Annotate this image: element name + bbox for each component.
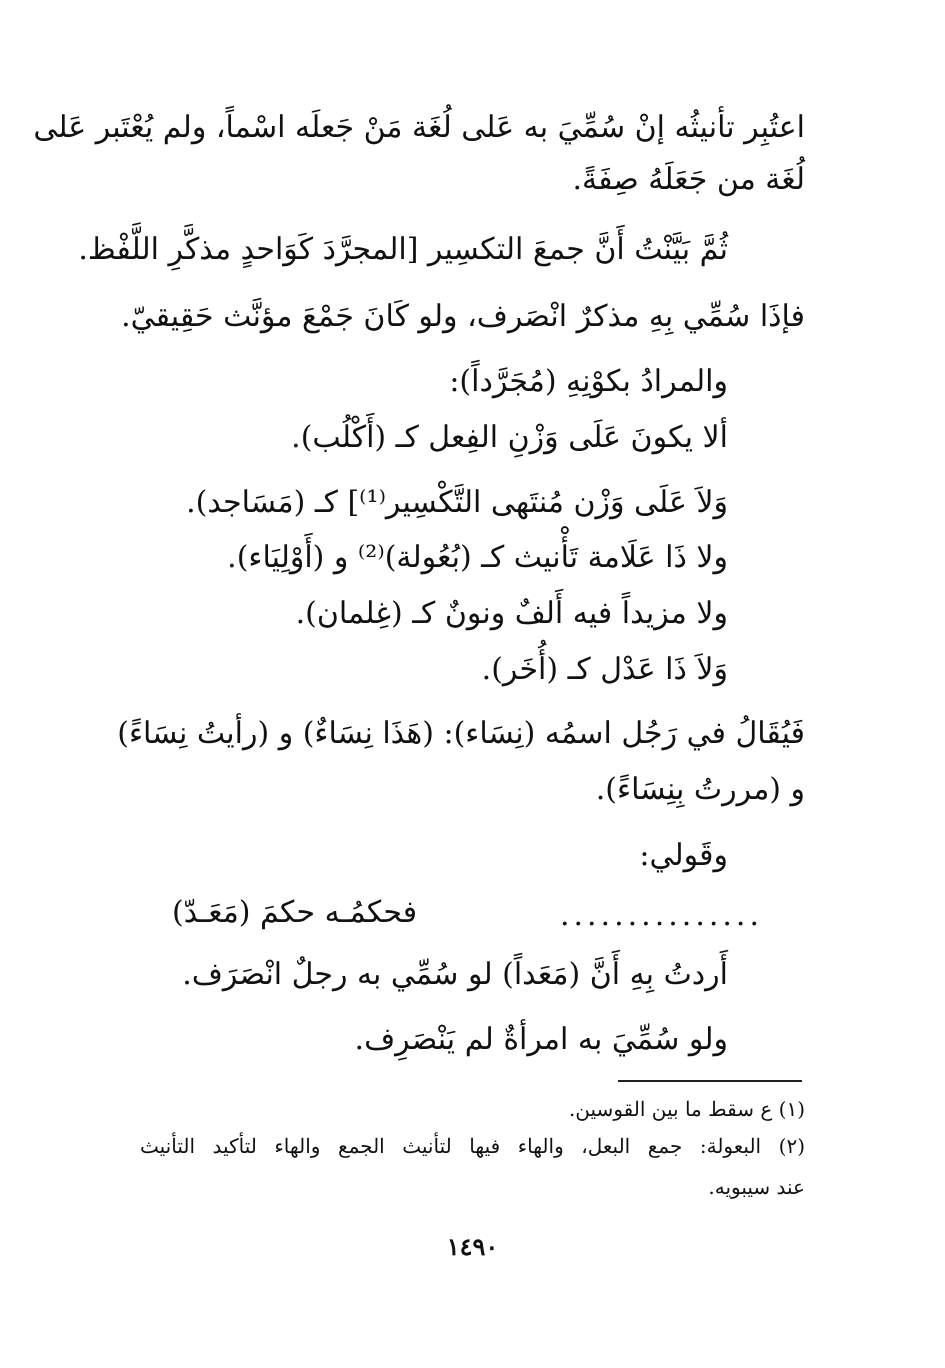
text-line-5: والمرادُ بكوْنِهِ (مُجَرَّداً):: [449, 364, 728, 399]
verse-ellipsis: ...............: [559, 898, 763, 933]
text-line-6: ألا يكونَ عَلَى وَزْنِ الفِعل كـ (أَكْلُب).: [291, 420, 728, 455]
footnote-2: (٢) البعولة: جمع البعل، والهاء فيها لتأنيث الجمع والهاء لتأكيد التأنيث: [140, 1134, 805, 1158]
text-line-3: ثُمَّ بَيَّنْتُ أَنَّ جمعَ التكسِير [المجرَّدَ كَوَاحدٍ مذكَّرِ اللَّفْظ.: [78, 232, 728, 267]
footnote-1: (١) ع سقط ما بين القوسين.: [568, 1097, 805, 1121]
footnote-2-continued: عند سيبويه.: [708, 1175, 805, 1199]
text-line-14: أَردتُ بِهِ أَنَّ (مَعَداً) لو سُمِّي به رجلٌ انْصَرَف.: [182, 957, 728, 992]
text-line-9: ولا مزيداً فيه أَلفٌ ونونٌ كـ (غِلمان).: [295, 596, 728, 631]
text-line-10: وَلاَ ذَا عَدْل كـ (أُخَر).: [481, 652, 728, 687]
footnote-separator: [618, 1080, 802, 1082]
page-number: ١٤٩٠: [446, 1232, 499, 1261]
text-line-11: فَيُقَالُ في رَجُل اسمُه (نِسَاء): (هَذَا نِسَاءٌ) و (رأيتُ نِسَاءً): [117, 716, 805, 751]
text-line-15: ولو سُمِّيَ به امرأةٌ لم يَنْصَرِف.: [354, 1022, 728, 1057]
text-line-1: اعتُبِر تأنيثُه إنْ سُمِّيَ به عَلى لُغَة مَنْ جَعلَه اسْماً، ولم يُعْتَبر عَلى: [33, 110, 805, 145]
text-line-13: وقَولي:: [639, 838, 728, 873]
text-line-7: وَلاَ عَلَى وَزْن مُنتَهى التَّكْسِير⁽¹⁾] كـ (مَسَاجد).: [186, 485, 728, 520]
verse-hemistich: فحكمُـه حكمَ (مَعَـدّ): [172, 895, 418, 930]
text-line-4: فإذَا سُمِّي بِهِ مذكرٌ انْصَرف، ولو كَانَ جَمْعَ مؤنَّث حَقِيقيّ.: [121, 299, 805, 334]
text-line-12: و (مررتُ بِنِسَاءً).: [595, 772, 805, 807]
text-line-2: لُغَة من جَعَلَهُ صِفَةً.: [572, 162, 805, 197]
text-line-8: ولا ذَا عَلَامة تَأْنيث كـ (بُعُولة)⁽²⁾ و (أَوْلِيَاء).: [227, 540, 728, 575]
